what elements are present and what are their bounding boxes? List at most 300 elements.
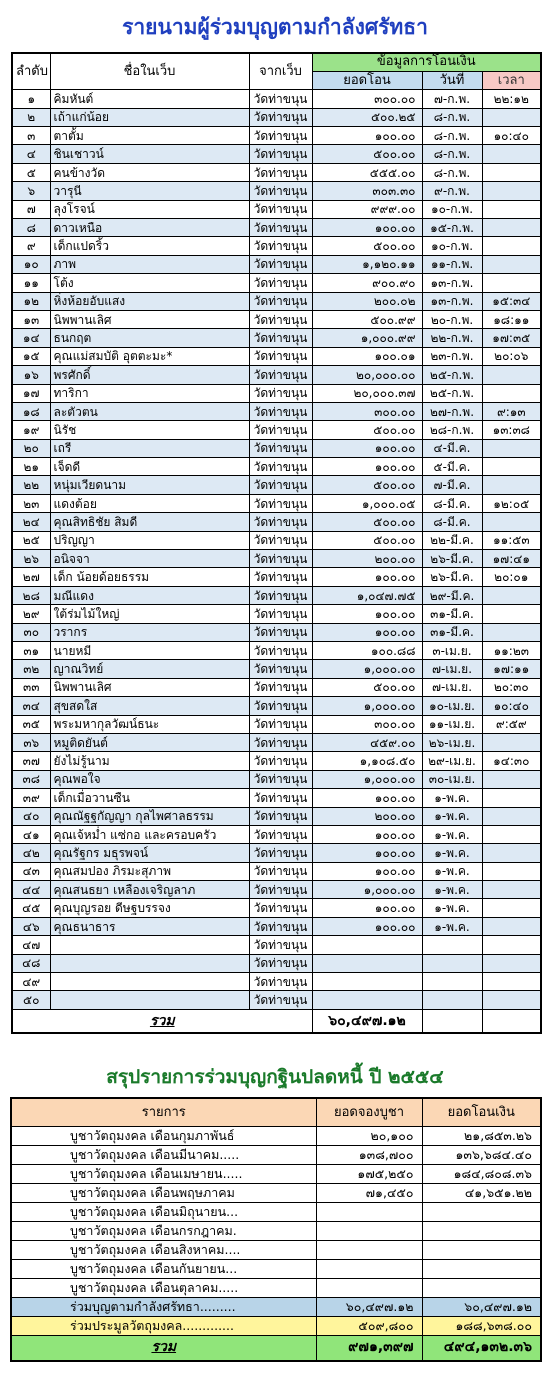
transfer-amount: ๑,๐๐๐.๐๐ xyxy=(312,770,422,788)
transfer-amount: ๑,๐๐๐.๐๐ xyxy=(312,660,422,678)
summary-total-label: รวม xyxy=(11,1335,316,1361)
table-row xyxy=(12,862,541,880)
donor-source: วัดท่าขนุน xyxy=(249,586,312,604)
table-row xyxy=(12,531,541,549)
transfer-date: ๒๕-ก.พ. xyxy=(422,384,482,402)
donor-source: วัดท่าขนุน xyxy=(249,458,312,476)
summary-item-label: บูชาวัตถุมงคล เดือนพฤษภาคม xyxy=(11,1183,316,1202)
transfer-time xyxy=(482,458,541,476)
transfer-date: ๗-มี.ค. xyxy=(422,476,482,494)
row-number: ๕ xyxy=(12,163,50,181)
summary-header-item: รายการ xyxy=(11,1098,316,1126)
transfer-date: ๓๑-มี.ค. xyxy=(422,605,482,623)
row-number: ๑๖ xyxy=(12,366,50,384)
transfer-time xyxy=(482,237,541,255)
table-row xyxy=(12,678,541,696)
transfer-amount: ๕๐๐.๐๐ xyxy=(312,145,422,163)
transfer-time: ๑๑:๒๓ xyxy=(482,642,541,660)
list-item xyxy=(11,1145,541,1164)
donor-name: ญาณวิทย์ xyxy=(50,660,249,678)
transfer-date: ๒๕-ก.พ. xyxy=(422,366,482,384)
transfer-time: ๒๐:๓๐ xyxy=(482,678,541,696)
transfer-time xyxy=(482,605,541,623)
row-number: ๓๐ xyxy=(12,623,50,641)
transfer-time xyxy=(482,513,541,531)
donor-name: โต้ง xyxy=(50,274,249,292)
donor-source: วัดท่าขนุน xyxy=(249,402,312,420)
transfer-date: ๔-มี.ค. xyxy=(422,439,482,457)
donor-source: วัดท่าขนุน xyxy=(249,145,312,163)
summary-item-label: บูชาวัตถุมงคล เดือนมีนาคม..... xyxy=(11,1145,316,1164)
transfer-time xyxy=(482,200,541,218)
donor-name xyxy=(50,991,249,1009)
transfer-time xyxy=(482,586,541,604)
transfer-date: ๑-พ.ค. xyxy=(422,862,482,880)
table-row xyxy=(12,991,541,1009)
transfer-amount xyxy=(312,991,422,1009)
summary-item-label: บูชาวัตถุมงคล เดือนสิงหาคม.... xyxy=(11,1240,316,1259)
donor-source: วัดท่าขนุน xyxy=(249,660,312,678)
donor-source: วัดท่าขนุน xyxy=(249,733,312,751)
donor-name: อนิจจา xyxy=(50,550,249,568)
transfer-date: ๘-ก.พ. xyxy=(422,145,482,163)
transfer-time xyxy=(482,219,541,237)
row-number: ๓๙ xyxy=(12,789,50,807)
donor-name: ตาตั้ม xyxy=(50,127,249,145)
transfer-date: ๑๐-ก.พ. xyxy=(422,200,482,218)
transfer-date: ๑๐-ก.พ. xyxy=(422,237,482,255)
transfer-amount: ๑,๑๒๐.๑๑ xyxy=(312,255,422,273)
transfer-time xyxy=(482,862,541,880)
row-number: ๒๙ xyxy=(12,605,50,623)
summary-item-pledge: ๗๑,๔๕๐ xyxy=(316,1183,422,1202)
auction-label: ร่วมประมูลวัตถุมงคล............. xyxy=(11,1316,316,1335)
donor-name: คุณเจ้หม่ำ แซ่กอ และครอบครัว xyxy=(50,825,249,843)
table-row xyxy=(12,881,541,899)
row-number: ๒๑ xyxy=(12,458,50,476)
row-number: ๔๙ xyxy=(12,973,50,991)
summary-item-label: บูชาวัตถุมงคล เดือนมิถุนายน... xyxy=(11,1202,316,1221)
transfer-date: ๘-ก.พ. xyxy=(422,108,482,126)
transfer-time: ๑๒:๐๕ xyxy=(482,494,541,512)
donor-source: วัดท่าขนุน xyxy=(249,678,312,696)
transfer-amount: ๕๐๐.๐๐ xyxy=(312,237,422,255)
transfer-amount: ๓๐๐.๐๐ xyxy=(312,402,422,420)
total-amount: ๖๐,๔๙๗.๑๒ xyxy=(312,1009,422,1033)
table-row xyxy=(12,825,541,843)
transfer-date: ๒๓-ก.พ. xyxy=(422,347,482,365)
donor-name: นิพพานเลิศ xyxy=(50,310,249,328)
transfer-date: ๒๖-มี.ค. xyxy=(422,568,482,586)
donor-name xyxy=(50,936,249,954)
summary-rows xyxy=(11,1126,541,1297)
summary-total-pledge: ๙๗๑,๓๙๗ xyxy=(316,1335,422,1361)
transfer-time: ๑๗:๔๑ xyxy=(482,550,541,568)
transfer-amount: ๕๐๐.๐๐ xyxy=(312,531,422,549)
transfer-time: ๑๔:๓๐ xyxy=(482,752,541,770)
table-row xyxy=(12,366,541,384)
transfer-time xyxy=(482,439,541,457)
transfer-time xyxy=(482,163,541,181)
transfer-date: ๑๐-เม.ย. xyxy=(422,697,482,715)
row-number: ๑๔ xyxy=(12,329,50,347)
donor-source: วัดท่าขนุน xyxy=(249,917,312,935)
header-time: เวลา xyxy=(482,71,541,89)
transfer-amount: ๑,๐๐๐.๐๐ xyxy=(312,881,422,899)
total-label: รวม xyxy=(12,1009,312,1033)
transfer-amount: ๑๐๐.๐๐ xyxy=(312,825,422,843)
donor-name: คุณสิทธิชัย สิมดี xyxy=(50,513,249,531)
transfer-date: ๑๕-ก.พ. xyxy=(422,219,482,237)
header-transfer-info: ข้อมูลการโอนเงิน xyxy=(312,53,541,71)
donor-name: ดาวเหนือ xyxy=(50,219,249,237)
transfer-time xyxy=(482,917,541,935)
summary-auction-row xyxy=(11,1316,541,1335)
transfer-time xyxy=(482,366,541,384)
donor-name: แดงต้อย xyxy=(50,494,249,512)
donor-source: วัดท่าขนุน xyxy=(249,310,312,328)
list-item xyxy=(11,1126,541,1145)
transfer-date: ๑-พ.ค. xyxy=(422,881,482,899)
donor-source: วัดท่าขนุน xyxy=(249,292,312,310)
transfer-date: ๒๙-เม.ย. xyxy=(422,752,482,770)
list-item xyxy=(11,1259,541,1278)
table-row xyxy=(12,568,541,586)
row-number: ๓๘ xyxy=(12,770,50,788)
donor-name: ปริญญา xyxy=(50,531,249,549)
table-row xyxy=(12,513,541,531)
summary-item-pledge xyxy=(316,1221,422,1240)
donor-source: วัดท่าขนุน xyxy=(249,108,312,126)
transfer-date: ๙-ก.พ. xyxy=(422,182,482,200)
table-row xyxy=(12,715,541,733)
donor-name: นายหมี xyxy=(50,642,249,660)
transfer-date: ๕-มี.ค. xyxy=(422,458,482,476)
transfer-date: ๓๑-มี.ค. xyxy=(422,623,482,641)
table-row xyxy=(12,660,541,678)
total-row xyxy=(12,1009,541,1033)
transfer-time xyxy=(482,954,541,972)
transfer-date: ๗-เม.ย. xyxy=(422,660,482,678)
transfer-date: ๑๑-ก.พ. xyxy=(422,255,482,273)
donor-name: เถ้าแก่น้อย xyxy=(50,108,249,126)
donor-source: วัดท่าขนุน xyxy=(249,384,312,402)
donor-source: วัดท่าขนุน xyxy=(249,807,312,825)
table-row xyxy=(12,586,541,604)
transfer-time xyxy=(482,108,541,126)
transfer-amount: ๓๐๐.๐๐ xyxy=(312,715,422,733)
table-row xyxy=(12,421,541,439)
transfer-amount xyxy=(312,954,422,972)
transfer-amount: ๑๐๐.๐๐ xyxy=(312,439,422,457)
transfer-time xyxy=(482,623,541,641)
donor-name: คุณสมปอง ภิรมะสุภาพ xyxy=(50,862,249,880)
summary-item-pledge: ๑๗๕,๒๕๐ xyxy=(316,1164,422,1183)
transfer-amount: ๕๐๐.๐๐ xyxy=(312,476,422,494)
transfer-time xyxy=(482,973,541,991)
donor-rows xyxy=(12,90,541,1010)
row-number: ๑๕ xyxy=(12,347,50,365)
transfer-time xyxy=(482,145,541,163)
donor-name: ธนกฤต xyxy=(50,329,249,347)
transfer-amount: ๓๐๓.๓๐ xyxy=(312,182,422,200)
list-item xyxy=(11,1240,541,1259)
donor-name: ทาริกา xyxy=(50,384,249,402)
summary-item-transfer xyxy=(422,1259,541,1278)
donor-name: คุณสนธยา เหลืองเจริญลาภ xyxy=(50,881,249,899)
donor-source: วัดท่าขนุน xyxy=(249,642,312,660)
table-row xyxy=(12,789,541,807)
table-row xyxy=(12,623,541,641)
donor-name: ละตัวตน xyxy=(50,402,249,420)
table-row xyxy=(12,844,541,862)
row-number: ๑ xyxy=(12,90,50,108)
donor-name: หมูติดยันต์ xyxy=(50,733,249,751)
donor-name: เด็ก น้อยด้อยธรรม xyxy=(50,568,249,586)
transfer-amount: ๑,๐๔๗.๗๕ xyxy=(312,586,422,604)
donor-source: วัดท่าขนุน xyxy=(249,366,312,384)
summary-item-pledge: ๑๓๘,๗๐๐ xyxy=(316,1145,422,1164)
row-number: ๑๑ xyxy=(12,274,50,292)
summary-total-row xyxy=(11,1335,541,1361)
table-row xyxy=(12,973,541,991)
donor-source: วัดท่าขนุน xyxy=(249,936,312,954)
transfer-amount: ๕๐๐.๐๐ xyxy=(312,513,422,531)
donor-table xyxy=(11,52,542,1034)
donor-source: วัดท่าขนุน xyxy=(249,439,312,457)
row-number: ๔๒ xyxy=(12,844,50,862)
transfer-time xyxy=(482,733,541,751)
transfer-date xyxy=(422,954,482,972)
row-number: ๔ xyxy=(12,145,50,163)
row-number: ๘ xyxy=(12,219,50,237)
donor-source: วัดท่าขนุน xyxy=(249,476,312,494)
row-number: ๑๘ xyxy=(12,402,50,420)
faith-label: ร่วมบุญตามกำลังศรัทธา......... xyxy=(11,1297,316,1316)
donor-name: นิพพานเลิศ xyxy=(50,678,249,696)
transfer-time xyxy=(482,255,541,273)
transfer-amount: ๕๐๐.๐๐ xyxy=(312,421,422,439)
list-item xyxy=(11,1183,541,1202)
list-item xyxy=(11,1221,541,1240)
transfer-time: ๑๐:๔๐ xyxy=(482,697,541,715)
summary-item-label: บูชาวัตถุมงคล เดือนตุลาคม..... xyxy=(11,1278,316,1297)
transfer-amount: ๑๐๐.๐๐ xyxy=(312,568,422,586)
row-number: ๔๑ xyxy=(12,825,50,843)
summary-item-pledge: ๒๐,๑๐๐ xyxy=(316,1126,422,1145)
row-number: ๓ xyxy=(12,127,50,145)
row-number: ๒๕ xyxy=(12,531,50,549)
transfer-amount: ๑,๐๐๐.๙๙ xyxy=(312,329,422,347)
transfer-date: ๒๘-ก.พ. xyxy=(422,421,482,439)
row-number: ๖ xyxy=(12,182,50,200)
transfer-time xyxy=(482,384,541,402)
faith-pledge: ๖๐,๔๙๗.๑๒ xyxy=(316,1297,422,1316)
donor-source: วัดท่าขนุน xyxy=(249,770,312,788)
transfer-amount: ๑๐๐.๐๐ xyxy=(312,862,422,880)
table-row xyxy=(12,476,541,494)
row-number: ๑๗ xyxy=(12,384,50,402)
summary-item-transfer: ๒๑,๘๕๓.๒๖ xyxy=(422,1126,541,1145)
row-number: ๓๑ xyxy=(12,642,50,660)
table-row xyxy=(12,733,541,751)
table-row xyxy=(12,439,541,457)
summary-item-pledge xyxy=(316,1278,422,1297)
donor-source: วัดท่าขนุน xyxy=(249,274,312,292)
summary-item-label: บูชาวัตถุมงคล เดือนกันยายน... xyxy=(11,1259,316,1278)
summary-total-transfer: ๔๙๔,๑๓๒.๓๖ xyxy=(422,1335,541,1361)
summary-item-transfer xyxy=(422,1240,541,1259)
donor-name xyxy=(50,973,249,991)
donor-name: สุขสดใส xyxy=(50,697,249,715)
auction-transfer: ๑๘๘,๖๓๘.๐๐ xyxy=(422,1316,541,1335)
table-row xyxy=(12,752,541,770)
donor-name: คุณแม่สมบัติ อุตตะมะ* xyxy=(50,347,249,365)
row-number: ๔๘ xyxy=(12,954,50,972)
donor-source: วัดท่าขนุน xyxy=(249,844,312,862)
transfer-amount: ๑๐๐.๐๐ xyxy=(312,219,422,237)
transfer-date: ๒๖-มี.ค. xyxy=(422,550,482,568)
row-number: ๒ xyxy=(12,108,50,126)
header-name: ชื่อในเว็บ xyxy=(50,53,249,90)
donor-source: วัดท่าขนุน xyxy=(249,255,312,273)
transfer-time: ๒๐:๐๑ xyxy=(482,568,541,586)
transfer-date: ๑-พ.ค. xyxy=(422,844,482,862)
donor-source: วัดท่าขนุน xyxy=(249,494,312,512)
header-num: ลำดับ xyxy=(12,53,50,90)
transfer-amount: ๕๕๕.๐๐ xyxy=(312,163,422,181)
table-row xyxy=(12,200,541,218)
transfer-date: ๑-พ.ค. xyxy=(422,899,482,917)
donor-source: วัดท่าขนุน xyxy=(249,752,312,770)
table-row xyxy=(12,899,541,917)
transfer-amount: ๑๐๐.๐๐ xyxy=(312,458,422,476)
row-number: ๒๘ xyxy=(12,586,50,604)
donor-source: วัดท่าขนุน xyxy=(249,568,312,586)
transfer-date: ๗-เม.ย. xyxy=(422,678,482,696)
donor-source: วัดท่าขนุน xyxy=(249,531,312,549)
donor-source: วัดท่าขนุน xyxy=(249,347,312,365)
row-number: ๔๖ xyxy=(12,917,50,935)
row-number: ๔๐ xyxy=(12,807,50,825)
donor-name: พรศักดิ์ xyxy=(50,366,249,384)
donor-source: วัดท่าขนุน xyxy=(249,421,312,439)
transfer-date: ๑๓-ก.พ. xyxy=(422,274,482,292)
table-row xyxy=(12,145,541,163)
transfer-amount: ๑๐๐.๐๐ xyxy=(312,623,422,641)
transfer-date: ๘-มี.ค. xyxy=(422,513,482,531)
transfer-time xyxy=(482,789,541,807)
table-row xyxy=(12,182,541,200)
row-number: ๑๙ xyxy=(12,421,50,439)
donor-name: ภาพ xyxy=(50,255,249,273)
table-row xyxy=(12,163,541,181)
transfer-amount: ๕๐๐.๙๙ xyxy=(312,310,422,328)
donor-source: วัดท่าขนุน xyxy=(249,825,312,843)
row-number: ๓๔ xyxy=(12,697,50,715)
row-number: ๒๐ xyxy=(12,439,50,457)
summary-item-pledge xyxy=(316,1259,422,1278)
donor-source: วัดท่าขนุน xyxy=(249,789,312,807)
donor-source: วัดท่าขนุน xyxy=(249,881,312,899)
donor-name: วรากร xyxy=(50,623,249,641)
donor-source: วัดท่าขนุน xyxy=(249,715,312,733)
transfer-amount xyxy=(312,973,422,991)
row-number: ๓๓ xyxy=(12,678,50,696)
transfer-amount: ๕๐๐.๒๕ xyxy=(312,108,422,126)
table-row xyxy=(12,255,541,273)
row-number: ๒๒ xyxy=(12,476,50,494)
transfer-time: ๑๑:๕๓ xyxy=(482,531,541,549)
transfer-amount: ๒๐๐.๐๐ xyxy=(312,550,422,568)
transfer-date: ๑-พ.ค. xyxy=(422,825,482,843)
table-row xyxy=(12,550,541,568)
auction-pledge: ๕๐๙,๘๐๐ xyxy=(316,1316,422,1335)
donor-source: วัดท่าขนุน xyxy=(249,991,312,1009)
transfer-time: ๑๕:๓๔ xyxy=(482,292,541,310)
donor-source: วัดท่าขนุน xyxy=(249,182,312,200)
summary-item-pledge xyxy=(316,1240,422,1259)
table-row xyxy=(12,347,541,365)
table-row xyxy=(12,384,541,402)
transfer-amount: ๑๐๐.๐๐ xyxy=(312,899,422,917)
row-number: ๙ xyxy=(12,237,50,255)
transfer-date: ๓-เม.ย. xyxy=(422,642,482,660)
table-row xyxy=(12,90,541,108)
transfer-date: ๒๒-มี.ค. xyxy=(422,531,482,549)
table-row xyxy=(12,127,541,145)
donor-name: หิ่งห้อยอับแสง xyxy=(50,292,249,310)
transfer-amount: ๓๐๐.๐๐ xyxy=(312,90,422,108)
donor-name: เถรี xyxy=(50,439,249,457)
table-row xyxy=(12,292,541,310)
faith-transfer: ๖๐,๔๙๗.๑๒ xyxy=(422,1297,541,1316)
table-row xyxy=(12,605,541,623)
donor-source: วัดท่าขนุน xyxy=(249,200,312,218)
transfer-time: ๑๓:๓๘ xyxy=(482,421,541,439)
transfer-date: ๓๐-เม.ย. xyxy=(422,770,482,788)
summary-table xyxy=(10,1097,542,1362)
donor-name: ลุงโรจน์ xyxy=(50,200,249,218)
transfer-date: ๘-ก.พ. xyxy=(422,127,482,145)
donor-source: วัดท่าขนุน xyxy=(249,623,312,641)
donor-source: วัดท่าขนุน xyxy=(249,862,312,880)
transfer-time xyxy=(482,476,541,494)
row-number: ๔๗ xyxy=(12,936,50,954)
transfer-amount: ๑๐๐.๘๘ xyxy=(312,642,422,660)
donor-name xyxy=(50,954,249,972)
summary-item-label: บูชาวัตถุมงคล เดือนเมษายน..... xyxy=(11,1164,316,1183)
transfer-amount: ๒๐,๐๐๐.๐๐ xyxy=(312,366,422,384)
table-row xyxy=(12,274,541,292)
donor-source: วัดท่าขนุน xyxy=(249,899,312,917)
row-number: ๔๕ xyxy=(12,899,50,917)
donor-name: คุณธนาธาร xyxy=(50,917,249,935)
row-number: ๒๔ xyxy=(12,513,50,531)
row-number: ๑๐ xyxy=(12,255,50,273)
transfer-time: ๑๘:๑๑ xyxy=(482,310,541,328)
transfer-date xyxy=(422,936,482,954)
row-number: ๓๕ xyxy=(12,715,50,733)
table-row xyxy=(12,310,541,328)
transfer-amount: ๑๐๐.๐๐ xyxy=(312,844,422,862)
transfer-amount: ๒๐,๐๐๐.๓๗ xyxy=(312,384,422,402)
header-amount: ยอดโอน xyxy=(312,71,422,89)
donor-name: คุณบุญรอย ดีษฐบรรจง xyxy=(50,899,249,917)
summary-item-transfer xyxy=(422,1278,541,1297)
transfer-time xyxy=(482,881,541,899)
donor-source: วัดท่าขนุน xyxy=(249,127,312,145)
